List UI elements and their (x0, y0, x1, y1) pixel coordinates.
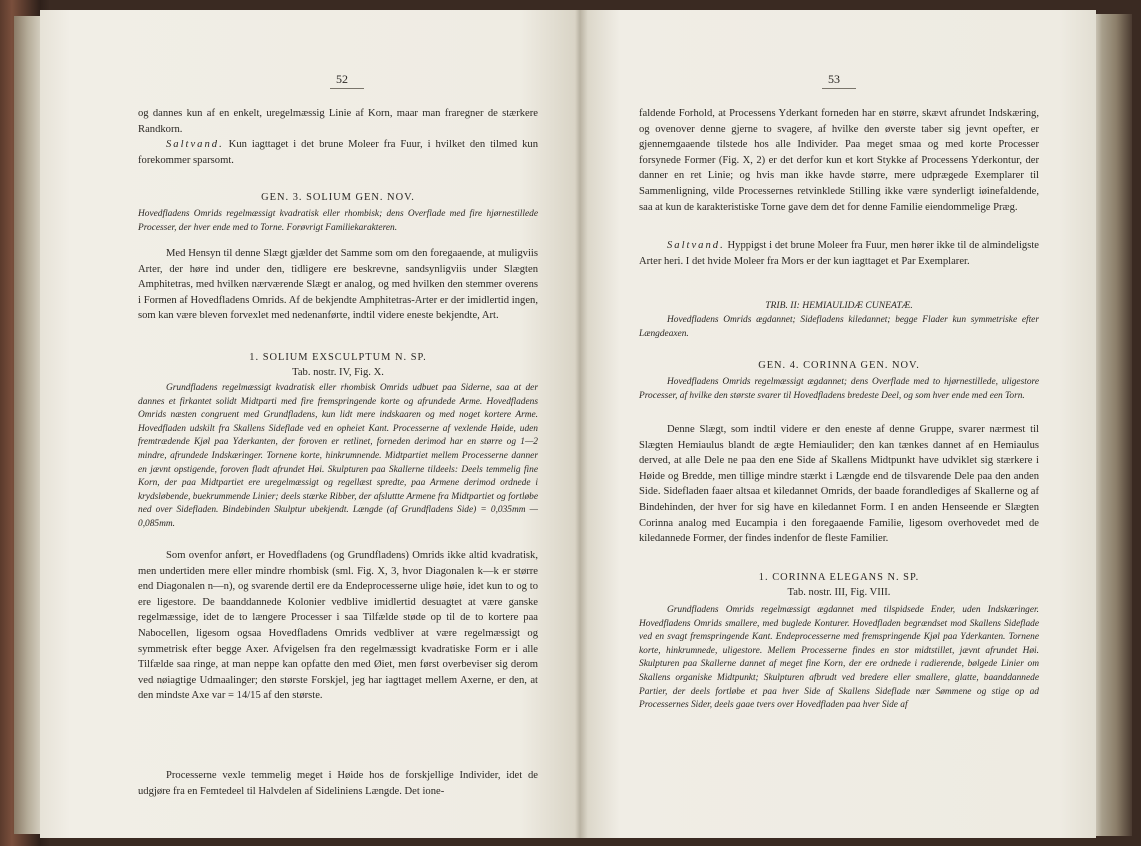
left-page-edges (14, 16, 40, 834)
genus-paragraph: Denne Slægt, som indtil videre er den eneste af denne Gruppe, svarer nærmest til Slægten Hemiaulus blandt de ægte Hemiaulider; den kan tænkes dannet af en Hemiaulus derved, at alle Dele ne paa den ene Side af Skallens Midtpunkt have udviklet sig stærkere i Høide og Bredde, men tillige mindre stærkt i Længde end de tilsvarende Dele paa den anden Side. Sidefladen faaer altsaa et kiledannet Omrids, der baade forandlediges af Skallerne og af Bindehinden, der hver for sig have en kiledannet Form. I en anden Henseende er Slægten Corinna analog med Eucampia i den foregaaende Familie, ligesom overhovedet med de kiledannede Former, der findes indenfor de fleste Familier. (639, 424, 1039, 545)
page-number: 53 (828, 72, 840, 86)
species-heading: 1. SOLIUM EXSCULPTUM N. SP. (249, 352, 427, 363)
species-description: Grundfladens Omrids regelmæssigt ægdannet med tilspidsede Ender, uden Indskæringer. Hovedfladens Omrids smallere, med buglede Konturer. Hovedfladen begrændset mod Skallens Sideflade ved en svagt fremspringende Kant. Endeprocesserne med fremspringende Kjøl paa Yderkanten. Tornene korte, hinkrumnede, uligestore. Mellem Processerne findes en stor midtstillet, jævnt afrundet Høi. Skulpturen paa Skallerne dannet af meget fine Korn, der ere ordnede i radierende, bølgede Linier om Skallens organiske Midtpunkt; Skulpturen afbrudt ved bredere eller smallere, glatte, baanddannede Partier, der deels fortløbe et paa hver Side af Skallens Sideflade nær Sømmene og stige op ad Processernes Sider, deels gaae tvers over Hovedfladen paa hver Side af (639, 605, 1039, 711)
intro-text: og dannes kun af en enkelt, uregelmæssig Linie af Korn, maar man fraregner de stærkere Randkorn. (138, 108, 538, 135)
genus-paragraph: Med Hensyn til denne Slægt gjælder det Samme som om den foregaaende, at muligviis Arter, der høre ind under den, tidligere ere beskrevne, sandsynligviis under Slægten Amphitetras, med hvilken nærværende Slægt er analog, og med hvilken den stemmer overens i Formen af Hovedfladens Omrids. Af de bekjendte Amphitetras-Arter er der imidlertid ingen, som kan være bleven forvexlet med nedenanførte, indtil videre eneste bekjendte, Art. (138, 248, 538, 322)
tribe-description: Hovedfladens Omrids ægdannet; Sidefladens kiledannet; begge Flader kun symmetriske efter Længdeaxen. (639, 315, 1039, 339)
saltvand-label: Saltvand. (667, 240, 725, 251)
genus-description: Hovedfladens Omrids regelmæssigt kvadratisk eller rhombisk; dens Overflade med fire hjørnestillede Processer, der hver ende med to Torne. Forøvrigt Familiekarakteren. (138, 209, 538, 233)
right-page (580, 10, 1096, 838)
species-heading: 1. CORINNA ELEGANS N. SP. (758, 572, 920, 583)
species-description: Grundfladens regelmæssigt kvadratisk eller rhombisk Omrids udbuet paa Siderne, saa at der dannes et firkantet solidt Midtparti med fire fremspringende korte og afrundede Arme. Hovedfladens Omrids næsten congruent med Grundfladens, kun lidt mere indskaaren og med noget kortere Arme. Hovedfladen udskilt fra Skallens Sideflade ved en opheiet Kant. Processerne af vexlende Høide, uden fremtrædende Kjøl paa Yderkanten, der foroven er retlinet, forneden derimod har en større og 1—2 mindre, afrundede Indskæringer. Tornene korte, hinkrumnende. Midtpartiet mellem Processerne danner en jævnt opstigende, foroven fladt afrundet Høi. Skulpturen paa Skallerne tildeels: Deels temmelig fine Korn, der paa Midtpartiet ere uregelmæssigt og regellæst spredte, paa Armene derimod ordnede i krydsløbende, buekrummende Linier; deels stærke Ribber, der afsluttte Armene fra Midtpartiet og fortløbe ned over Sidefladen. Bindebinden Skulptur ubekjendt. Længde (af Grundfladens Side) = 0,035mm — 0,085mm. (138, 383, 538, 529)
genus-heading: GEN. 3. SOLIUM GEN. NOV. (261, 192, 415, 203)
left-page (40, 10, 580, 838)
right-page-edges (1096, 14, 1132, 836)
page-number-rule (822, 88, 856, 89)
saltvand-note (138, 137, 538, 168)
paragraph-intro (138, 106, 538, 168)
last-paragraph: Processerne vexle temmelig meget i Høide hos de forskjellige Individer, idet de udgjøre fra en Femtedeel til Halvdelen af Sideliniens Længde. Det ione- (138, 770, 538, 797)
saltvand-note (639, 238, 1039, 269)
page-number-rule (330, 88, 364, 89)
genus-heading: GEN. 4. CORINNA GEN. NOV. (758, 360, 920, 371)
page-number: 52 (336, 72, 348, 86)
species-tab-reference: Tab. nostr. III, Fig. VIII. (787, 587, 891, 598)
saltvand-text: Kun iagttaget i det brune Moleer fra Fuur, i hvilket den tilmed kun forekommer sparsomt. (138, 139, 538, 166)
tribe-heading: TRIB. II: HEMIAULIDÆ CUNEATÆ. (765, 300, 913, 311)
continuation-paragraph: faldende Forhold, at Processens Yderkant forneden har en større, skævt afrundet Indskæring, og ovenover denne gjerne to svagere, af hvilke den øverste taber sig jevnt opefter, er gjennemgaaende tilstede hos alle Individer. Paa meget smaa og med korte Processer forsynede Former (Fig. X, 2) er det derfor kun et kort Stykke af Processens Yderkontur, der danner en ret Linie; og hvis man ikke havde større, mere udprægede Exemplarer til Sammenligning, vilde Processernes retvinklede Stilling ikke være synderligt iøinefaldende, saa at kun de karakteristiske Torne gave dem det for denne Familie eiendommelige Præg. (639, 108, 1039, 213)
main-paragraph: Som ovenfor anført, er Hovedfladens (og Grundfladens) Omrids ikke altid kvadratisk, men undertiden mere eller mindre rhombisk (sml. Fig. X, 3, hvor Diagonalen k—k er større end Diagonalen n—n), og svarende dertil ere da Endeprocesserne ulige høie, idet kun to og to ere ligestore. De baanddannede Kolonier vedblive imidlertid desuagtet at være ganske regelmæssige, idet de to længere Processer i saa Tilfælde støde op til de to kortere paa Nabocellen, ligesom ogsaa Hovedfladens Omrids vedbliver at være regelmæssigt og symmetrisk efter begge Axer. Afvigelsen fra den regelmæssigt kvadratiske Form er i alle Tilfælde saa ringe, at man neppe kan opfatte den med Øiet, men først overbeviser sig derom ved nøiagtige Udmaalinger; den største Forskjel, jeg har iagttaget mellem Axerne, er den, at den mindste Axe var = 14/15 af den største. (138, 550, 538, 702)
saltvand-label: Saltvand. (166, 139, 224, 151)
saltvand-text: Hyppigst i det brune Moleer fra Fuur, men hører ikke til de almindeligste Arter heri. I det hvide Moleer fra Mors er der kun iagttaget et Par Exemplarer. (639, 240, 1039, 267)
species-tab-reference: Tab. nostr. IV, Fig. X. (292, 367, 384, 378)
genus-description: Hovedfladens Omrids regelmæssigt ægdannet; dens Overflade med to hjørnestillede, uligestore Processer, af hvilke den største svarer til Hovedfladens bredeste Deel, og som hver ende med een Torn. (639, 377, 1039, 401)
